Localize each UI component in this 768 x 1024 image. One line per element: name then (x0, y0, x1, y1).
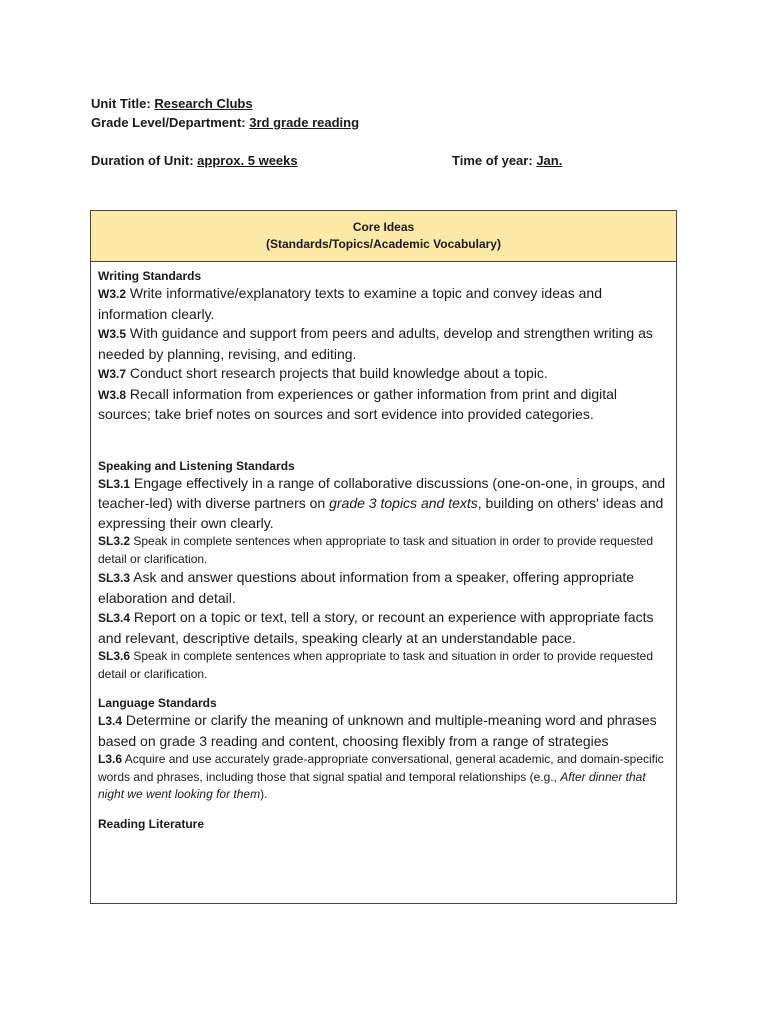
unit-title-label: Unit Title: (91, 96, 151, 111)
core-ideas-body (91, 262, 676, 832)
language-standards-title: Language Standards (98, 696, 217, 710)
unit-title-value: Research Clubs (154, 96, 253, 111)
duration-row (91, 151, 298, 170)
writing-standards-title: Writing Standards (98, 269, 202, 283)
time-of-year-row (452, 151, 562, 170)
core-ideas-subtitle: (Standards/Topics/Academic Vocabulary) (266, 237, 501, 251)
standard-sl3-1: SL3.1 Engage effectively in a range of collaborative discussions (one-on-one, in groups, and teacher-led) with diverse partners on grade 3 topics and texts, building on others' ideas and expressing their own clearly. (98, 474, 666, 531)
grade-level-label: Grade Level/Department: (91, 115, 246, 130)
section-spacer (98, 683, 669, 695)
standard-sl3-2: SL3.2 Speak in complete sentences when appropriate to task and situation in order to provide requested detail or clarification. (98, 534, 654, 566)
standard-w3-7: W3.7 Conduct short research projects that build knowledge about a topic. (98, 365, 548, 381)
unit-title-row (91, 94, 359, 113)
duration-value: approx. 5 weeks (197, 153, 298, 168)
section-spacer (98, 425, 669, 458)
grade-level-value: 3rd grade reading (249, 115, 360, 130)
time-of-year-value: Jan. (536, 153, 563, 168)
duration-label: Duration of Unit: (91, 153, 194, 168)
speaking-standards-title: Speaking and Listening Standards (98, 458, 295, 473)
time-of-year-label: Time of year: (452, 153, 533, 168)
standard-sl3-3: SL3.3 Ask and answer questions about information from a speaker, offering appropriate elaboration and detail. (98, 569, 635, 606)
unit-header (91, 94, 359, 132)
core-ideas-table (90, 210, 677, 904)
reading-literature-title: Reading Literature (98, 816, 205, 831)
core-ideas-title: Core Ideas (352, 220, 415, 234)
standard-l3-4: L3.4 Determine or clarify the meaning of unknown and multiple-meaning word and phrases based on grade 3 reading and content, choosing flexibly from a range of strategies (98, 712, 657, 749)
section-spacer (98, 804, 669, 816)
core-ideas-header (91, 211, 676, 262)
standard-w3-2: W3.2 Write informative/explanatory texts to examine a topic and convey ideas and information clearly. (98, 285, 603, 322)
standard-l3-6: L3.6 Acquire and use accurately grade-appropriate conversational, general academic, and domain-specific words and phrases, including those that signal spatial and temporal relationships (e.g., After dinner that night we went looking for them). (98, 752, 664, 801)
standard-w3-5: W3.5 With guidance and support from peers and adults, develop and strengthen writing as needed by planning, revising, and editing. (98, 325, 653, 362)
standard-w3-8: W3.8 Recall information from experiences or gather information from print and digital sources; take brief notes on sources and sort evidence into provided categories. (98, 385, 618, 422)
standard-sl3-4: SL3.4 Report on a topic or text, tell a story, or recount an experience with appropriate facts and relevant, descriptive details, speaking clearly at an understandable pace. (98, 609, 654, 646)
standard-sl3-6: SL3.6 Speak in complete sentences when appropriate to task and situation in order to provide requested detail or clarification. (98, 649, 654, 681)
grade-level-row (91, 113, 359, 132)
